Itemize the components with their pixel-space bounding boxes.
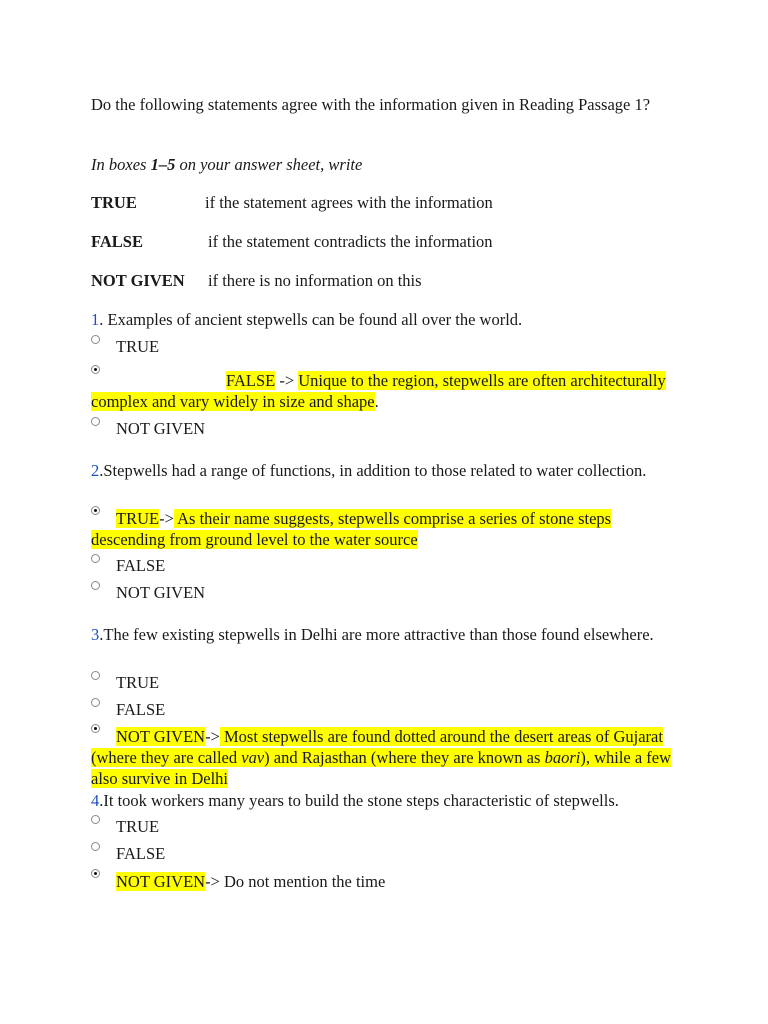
question-text: .The few existing stepwells in Delhi are more attractive than those found elsewhere.: [99, 625, 654, 644]
legend-desc: if the statement agrees with the information: [205, 193, 493, 212]
q1-option-not-given: NOT GIVEN: [116, 419, 206, 438]
answer-arrow: ->: [205, 727, 220, 746]
q2-radio-not-given[interactable]: [91, 581, 100, 590]
q4-option-false: FALSE: [116, 844, 166, 863]
answer-end: .: [374, 392, 379, 411]
question-number: 1: [91, 310, 100, 329]
q2-option-false: FALSE: [116, 556, 166, 575]
q2-option-not-given: NOT GIVEN: [116, 583, 206, 602]
q4-option-true: TRUE: [116, 817, 160, 836]
answer-arrow: ->: [275, 371, 299, 390]
answer-explanation: As their name suggests, stepwells comprise a series of stone steps descending from ground level to the water source: [91, 509, 612, 549]
answer-label: FALSE: [226, 371, 276, 390]
question-text: .Stepwells had a range of functions, in addition to those related to water collection.: [99, 461, 647, 480]
question-text: . Examples of ancient stepwells can be found all over the world.: [99, 310, 523, 329]
q1-radio-not-given[interactable]: [91, 417, 100, 426]
answer-explanation: Unique to the region, stepwells are often architecturally complex and vary widely in size and shape: [91, 371, 666, 411]
q4-radio-not-given[interactable]: [91, 869, 100, 878]
q4-radio-false[interactable]: [91, 842, 100, 851]
question-number: 3: [91, 625, 100, 644]
answer-term-vav: vav: [241, 748, 265, 767]
q4-radio-true[interactable]: [91, 815, 100, 824]
question-number: 2: [91, 461, 100, 480]
answer-term-baori: baori: [544, 748, 581, 767]
q1-answer: [91, 370, 681, 412]
answer-explanation-part-1: Most stepwells are found dotted around the desert areas of Gujarat (where they are called: [91, 727, 663, 767]
question-1: [91, 309, 681, 330]
legend-desc: if the statement contradicts the information: [208, 232, 493, 251]
boxes-pre: In boxes: [91, 155, 151, 174]
answer-label: NOT GIVEN: [116, 727, 206, 746]
answer-arrow: ->: [159, 509, 174, 528]
answer-label: NOT GIVEN: [116, 872, 206, 891]
answer-explanation-part-3: ), while a few also survive in Delhi: [91, 748, 672, 788]
q3-option-true: TRUE: [116, 673, 160, 692]
answer-explanation-part-2: ) and Rajasthan (where they are known as: [264, 748, 545, 767]
legend-label: NOT GIVEN: [91, 271, 185, 290]
question-number: 4: [91, 791, 100, 810]
q1-radio-true[interactable]: [91, 335, 100, 344]
legend-true: [91, 192, 681, 213]
question-text: .It took workers many years to build the stone steps characteristic of stepwells.: [99, 791, 619, 810]
instructions-question: Do the following statements agree with the information given in Reading Passage 1?: [91, 95, 651, 114]
legend-not-given: [91, 270, 681, 291]
question-3: [91, 624, 681, 645]
q2-radio-false[interactable]: [91, 554, 100, 563]
answer-label: TRUE: [116, 509, 160, 528]
question-2: [91, 460, 681, 481]
answer-rest: -> Do not mention the time: [205, 872, 386, 891]
q3-answer: [91, 726, 681, 789]
boxes-range: 1–5: [150, 155, 176, 174]
legend-label: TRUE: [91, 193, 137, 212]
legend-false: [91, 231, 681, 252]
q3-radio-false[interactable]: [91, 698, 100, 707]
legend-label: FALSE: [91, 232, 143, 251]
q3-radio-true[interactable]: [91, 671, 100, 680]
legend-desc: if there is no information on this: [208, 271, 422, 290]
instructions-boxes: [91, 154, 681, 175]
q2-answer: [91, 508, 681, 550]
q3-option-false: FALSE: [116, 700, 166, 719]
q1-option-true: TRUE: [116, 337, 160, 356]
q4-answer: [116, 871, 385, 892]
question-4: [91, 790, 681, 811]
boxes-post: on your answer sheet, write: [175, 155, 363, 174]
